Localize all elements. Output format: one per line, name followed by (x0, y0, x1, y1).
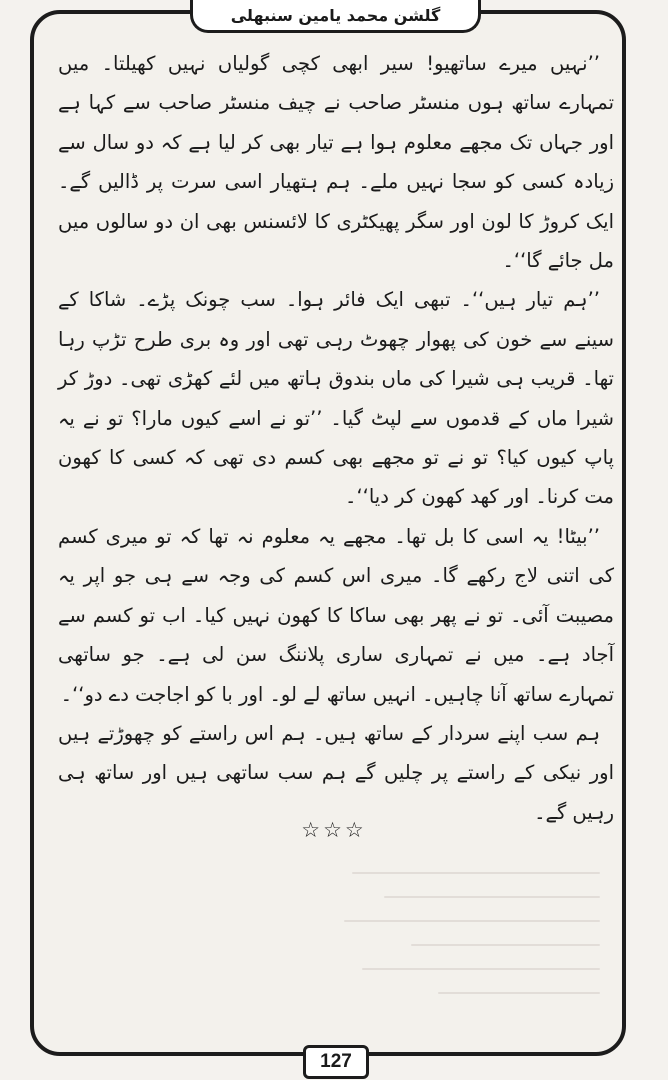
paragraph: ’’نہیں میرے ساتھیو! سیر ابھی کچی گولیاں نہیں کھیلتا۔ میں تمہارے ساتھ ہوں منسٹر صاحب نے چیف منسٹر صاحب سے کہا ہے اور جہاں تک مجھے معلوم ہوا ہے تیار بھی کر لیا ہے کہ دو سال سے زیادہ کسی کو سجا نہیں ملے۔ ہم ہتھیار اسی سرت پر ڈالیں گے۔ ایک کروڑ کا لون اور سگر پھیکٹری کا لائسنس بھی ان دو سالوں میں مل جائے گا‘‘۔ (58, 52, 614, 273)
running-header (190, 0, 481, 33)
running-header-title: گلشن محمد یامین سنبھلی (230, 5, 441, 25)
section-separator-stars: ☆☆☆ (301, 818, 367, 842)
page-number-box (303, 1045, 369, 1079)
paragraph: ’’بیٹا! یہ اسی کا بل تھا۔ مجھے یہ معلوم نہ تھا کہ تو میری کسم کی اتنی لاج رکھے گا۔ میری اس کسم کی وجہ سے ہی جو اپر یہ مصیبت آئی۔ تو نے پھر بھی ساکا کا کھون نہیں کیا۔ اب تو کسم سے آجاد ہے۔ میں نے تمہاری ساری پلاننگ سن لی ہے۔ جو ساتھی تمہارے ساتھ آنا چاہیں۔ انہیں ساتھ لے لو۔ اور با کو اجاجت دے دو‘‘۔ (58, 524, 614, 706)
page-number: 127 (320, 1051, 352, 1072)
show-through-text (330, 850, 600, 1030)
paragraph: ہم سب اپنے سردار کے ساتھ ہیں۔ ہم اس راستے کو چھوڑتے ہیں اور نیکی کے راستے پر چلیں گے ہم سب ساتھی ہیں اور ساتھ ہی رہیں گے۔ (58, 721, 614, 824)
story-text (58, 44, 614, 832)
paragraph: ’’ہم تیار ہیں‘‘۔ تبھی ایک فائر ہوا۔ سب چونک پڑے۔ شاکا کے سینے سے خون کی پھوار چھوٹ رہی تھی اور وہ بری طرح تڑپ رہا تھا۔ قریب ہی شیرا کی ماں بندوق ہاتھ میں لئے کھڑی تھی۔ دوڑ کر شیرا ماں کے قدموں سے لپٹ گیا۔ ’’تو نے اسے کیوں مارا؟ تو نے یہ پاپ کیوں کیا؟ تو نے تو مجھے بھی کسم دی تھی کہ کسی کا کھون مت کرنا۔ اور کھد کھون کر دیا‘‘۔ (58, 288, 614, 509)
